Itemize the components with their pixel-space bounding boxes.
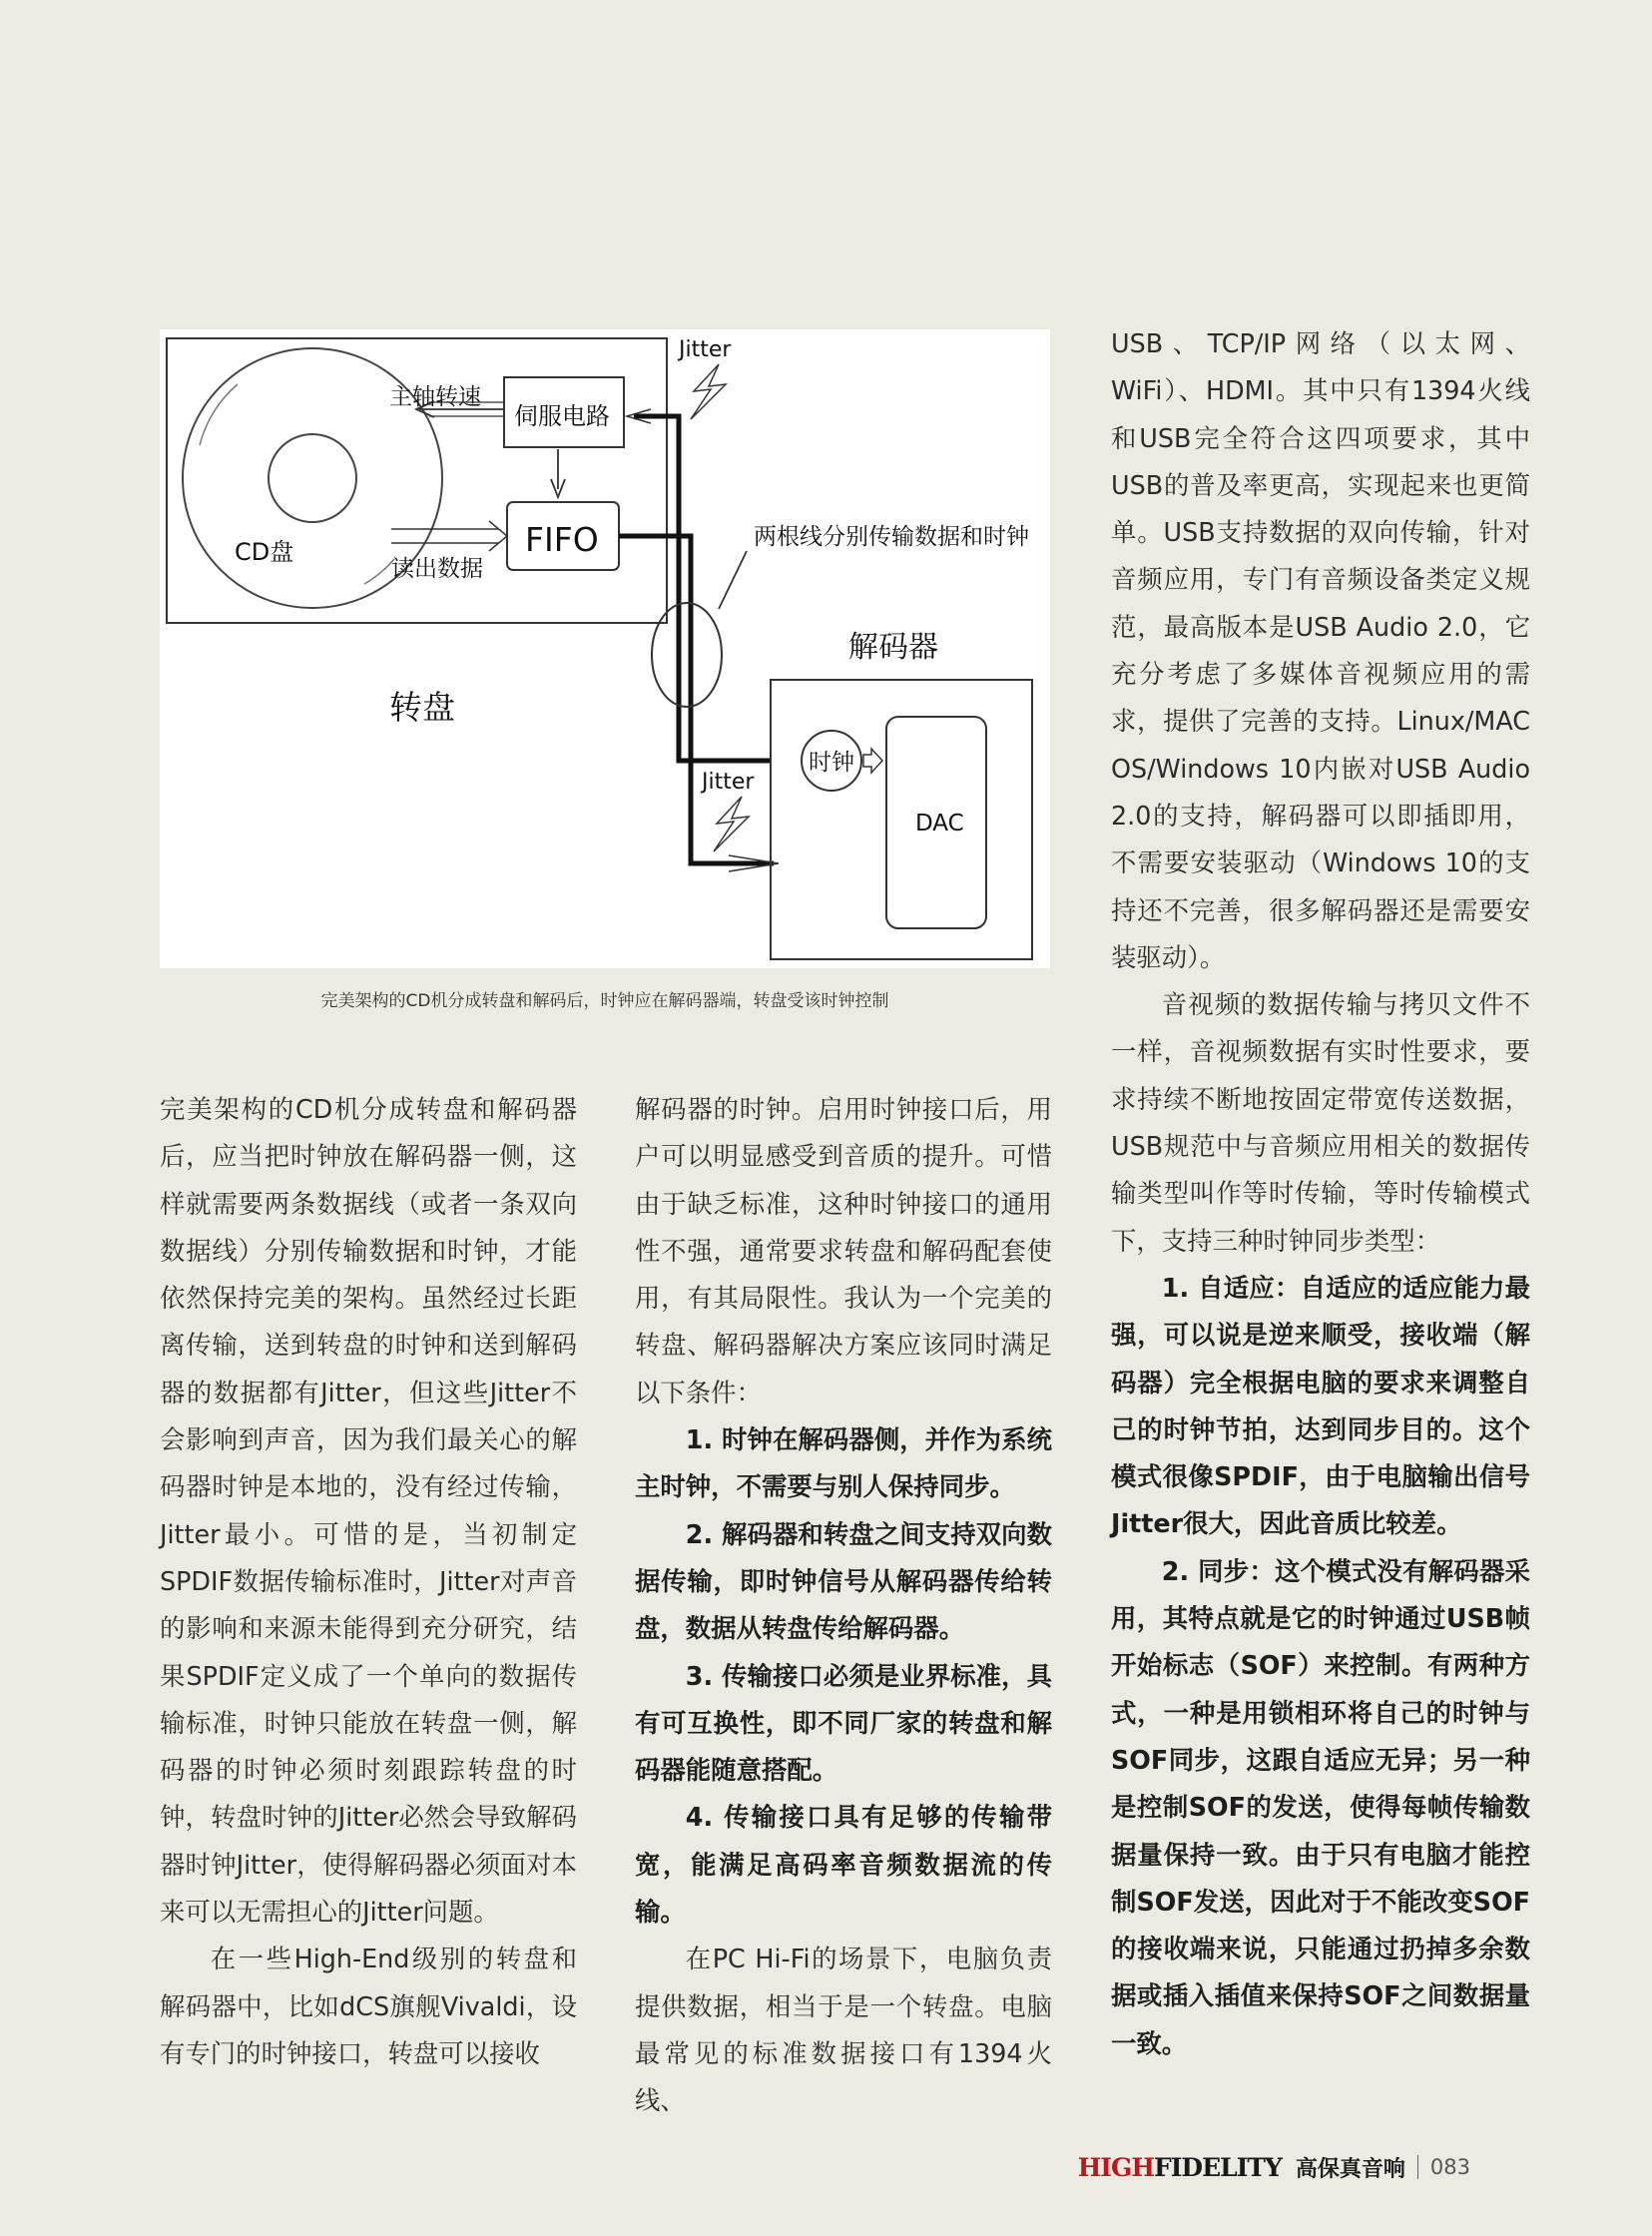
cd-disc-reflection-2: [364, 559, 394, 584]
col2-paragraph-2: 在PC Hi-Fi的场景下，电脑负责提供数据，相当于是一个转盘。电脑最常见的标准数据接口有1394火线、: [635, 1944, 1052, 2116]
brand-logo: [1078, 2153, 1282, 2182]
jitter-bottom-label: Jitter: [702, 770, 755, 795]
page-footer: [1078, 2149, 1470, 2185]
clock-line: [634, 416, 771, 761]
wire-bundle-ellipse: [652, 603, 722, 707]
col2-list-item-1: 1. 时钟在解码器侧，并作为系统主时钟，不需要与别人保持同步。: [635, 1424, 1052, 1502]
col2-list-item-2: 2. 解码器和转盘之间支持双向数据传输，即时钟信号从解码器传给转盘，数据从转盘传给解码器。: [635, 1518, 1052, 1644]
decoder-label: 解码器: [848, 630, 938, 665]
cd-disc-reflection: [200, 384, 238, 445]
diagram-figure: [160, 329, 1050, 968]
col2-paragraph-1: 解码器的时钟。启用时钟接口后，用户可以明显感受到音质的提升。可惜由于缺乏标准，这种时钟接口的通用性不强，通常要求转盘和解码配套使用，有其局限性。我认为一个完美的转盘、解码器解决方案应该同时满足以下条件：: [635, 1094, 1052, 1407]
jitter-top-label: Jitter: [679, 337, 732, 362]
read-data-label: 读出数据: [391, 556, 483, 582]
lightning-top-icon: [691, 364, 726, 419]
servo-fifo-arrow: [551, 449, 565, 497]
cd-disc-hole: [269, 434, 356, 522]
text-column-1: [160, 1086, 577, 2077]
text-column-3: [1111, 320, 1530, 2067]
brand-chinese-name: 高保真音响: [1295, 2156, 1405, 2182]
transport-decoder-diagram: [160, 329, 1050, 968]
spindle-label: 主轴转速: [389, 384, 481, 410]
col3-paragraph-2: 音视频的数据传输与拷贝文件不一样，音视频数据有实时性要求，要求持续不断地按固定带宽传送数据，USB规范中与音频应用相关的数据传输类型叫作等时传输，等时传输模式下，支持三种时钟同步类型：: [1111, 989, 1530, 1256]
footer-divider: [1417, 2155, 1418, 2179]
servo-label: 伺服电路: [514, 402, 610, 430]
figure-caption: 完美架构的CD机分成转盘和解码后，时钟应在解码器端，转盘受该时钟控制: [320, 991, 889, 1011]
bundle-pointer: [719, 551, 747, 609]
read-data-arrow: [391, 521, 507, 551]
col2-list-item-4: 4. 传输接口具有足够的传输带宽，能满足高码率音频数据流的传输。: [635, 1802, 1052, 1928]
text-column-2: [635, 1086, 1052, 2125]
two-wires-label: 两根线分别传输数据和时钟: [754, 524, 1029, 550]
cd-disc-label: CD盘: [235, 538, 294, 566]
data-line: [619, 536, 774, 863]
col1-paragraph-2: 在一些High-End级别的转盘和解码器中，比如dCS旗舰Vivaldi，设有专门的时钟接口，转盘可以接收: [160, 1944, 577, 2068]
col2-list-item-3: 3. 传输接口必须是业界标准，具有可互换性，即不同厂家的转盘和解码器能随意搭配。: [635, 1660, 1052, 1786]
dac-label: DAC: [915, 811, 964, 837]
page-number: 083: [1429, 2155, 1470, 2179]
col3-list-item-2: 2. 同步：这个模式没有解码器采用，其特点就是它的时钟通过USB帧开始标志（SOF）来控制。有两种方式，一种是用锁相环将自己的时钟与SOF同步，这跟自适应无异；另一种是控制SOF的发送，使得每帧传输数据量保持一致。由于只有电脑才能控制SOF发送，因此对于不能改变SOF的接收端来说，只能通过扔掉多余数据或插入插值来保持SOF之间数据量一致。: [1111, 1555, 1530, 2058]
transport-label: 转盘: [389, 688, 455, 727]
col1-paragraph-1: 完美架构的CD机分成转盘和解码器后，应当把时钟放在解码器一侧，这样就需要两条数据线（或者一条双向数据线）分别传输数据和时钟，才能依然保持完美的架构。虽然经过长距离传输，送到转盘的时钟和送到解码器的数据都有Jitter，但这些Jitter不会影响到声音，因为我们最关心的解码器时钟是本地的，没有经过传输，Jitter最小。可惜的是，当初制定SPDIF数据传输标准时，Jitter对声音的影响和来源未能得到充分研究，结果SPDIF定义成了一个单向的数据传输标准，时钟只能放在转盘一侧，解码器的时钟必须时刻跟踪转盘的时钟，转盘时钟的Jitter必然会导致解码器时钟Jitter，使得解码器必须面对本来可以无需担心的Jitter问题。: [160, 1094, 577, 1928]
clock-label: 时钟: [809, 750, 854, 776]
brand-high: HIGH: [1077, 2152, 1154, 2182]
fifo-label: FIFO: [525, 520, 599, 559]
col3-list-item-1: 1. 自适应：自适应的适应能力最强，可以说是逆来顺受，接收端（解码器）完全根据电脑的要求来调整自己的时钟节拍，达到同步目的。这个模式很像SPDIF，由于电脑输出信号Jitter很大，因此音质比较差。: [1111, 1272, 1530, 1539]
col3-paragraph-1: USB、TCP/IP网络（以太网、WiFi）、HDMI。其中只有1394火线和USB完全符合这四项要求，其中USB的普及率更高，实现起来也更简单。USB支持数据的双向传输，针对音频应用，专门有音频设备类定义规范，最高版本是USB Audio 2.0，它充分考虑了多媒体音视频应用的需求，提供了完善的支持。Linux/MAC OS/Windows 10内嵌对USB Audio 2.0的支持，解码器可以即插即用，不需要安装驱动（Windows 10的支持还不完善，很多解码器还是需要安装驱动）。: [1111, 328, 1530, 972]
brand-fidelity: FIDELITY: [1153, 2152, 1282, 2182]
clock-dac-arrow: [863, 749, 882, 773]
lightning-bottom-icon: [714, 797, 749, 851]
